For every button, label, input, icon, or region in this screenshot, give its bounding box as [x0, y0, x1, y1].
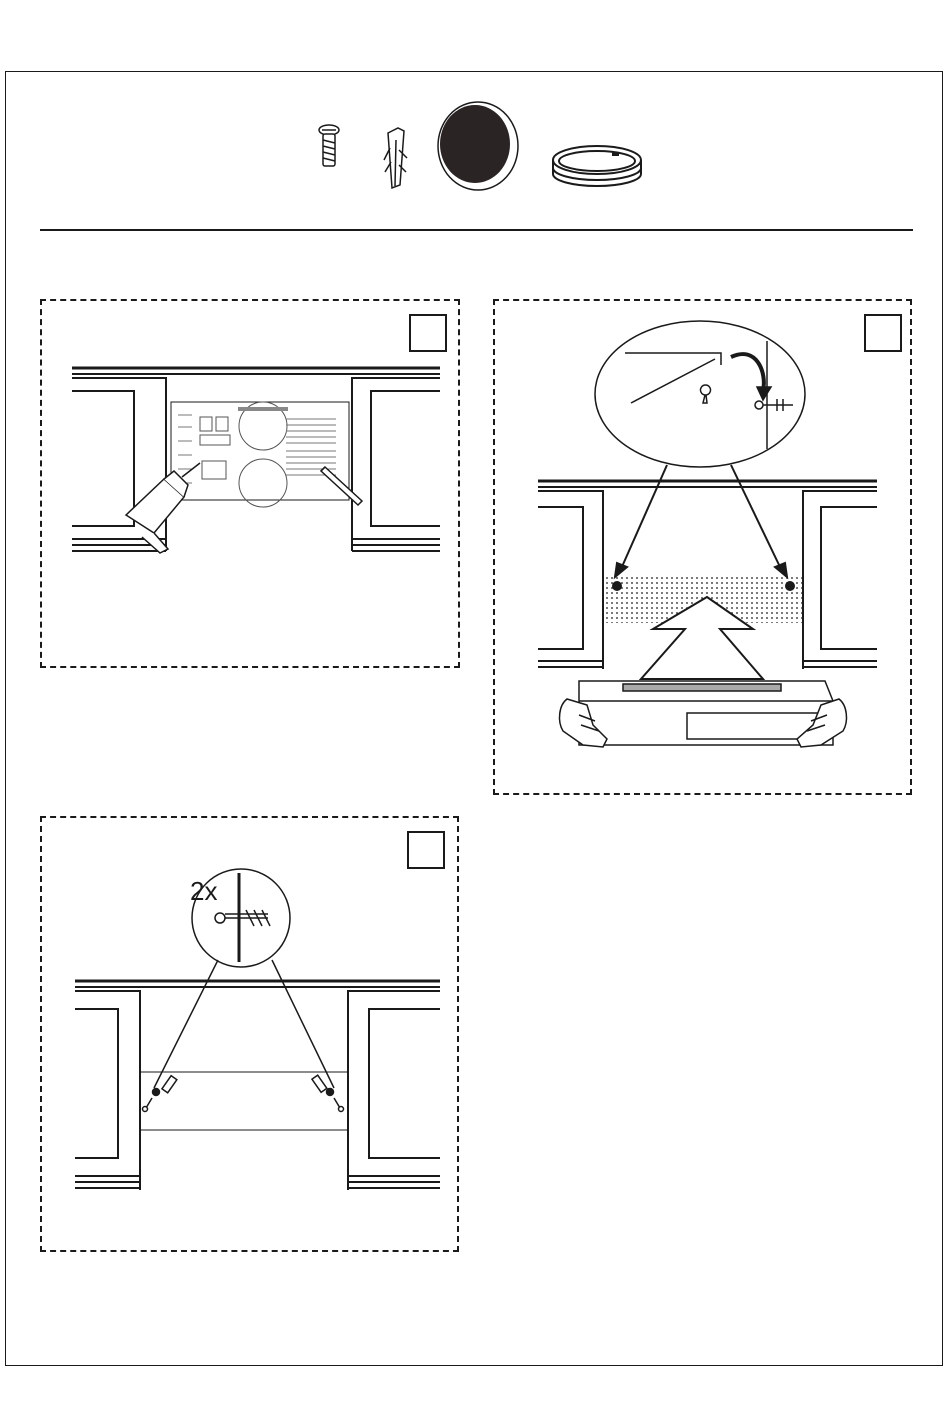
screw-plug-left — [143, 1076, 177, 1112]
cabinet-drill-illustration — [42, 301, 462, 670]
duct-collar-ring-icon — [553, 146, 641, 186]
header-divider — [40, 229, 913, 231]
step-panel-secure-screws — [40, 816, 459, 1252]
range-hood-unit — [579, 681, 833, 745]
step-panel-drill-template — [40, 299, 460, 668]
screw-head-left — [612, 581, 622, 591]
screw-head-right — [785, 581, 795, 591]
wall-plug-icon — [384, 128, 407, 188]
hang-hood-illustration — [495, 301, 914, 797]
secure-screws-illustration — [42, 818, 461, 1254]
parts-row — [0, 0, 950, 230]
step-panel-hang-hood — [493, 299, 912, 795]
screw-icon — [319, 125, 339, 166]
keyhole-detail-bubble — [595, 321, 805, 467]
screw-plug-right — [312, 1075, 344, 1111]
quantity-label: 2x — [190, 876, 218, 906]
charcoal-filter-disc-icon — [438, 102, 518, 190]
drilling-template-sheet — [171, 402, 349, 507]
